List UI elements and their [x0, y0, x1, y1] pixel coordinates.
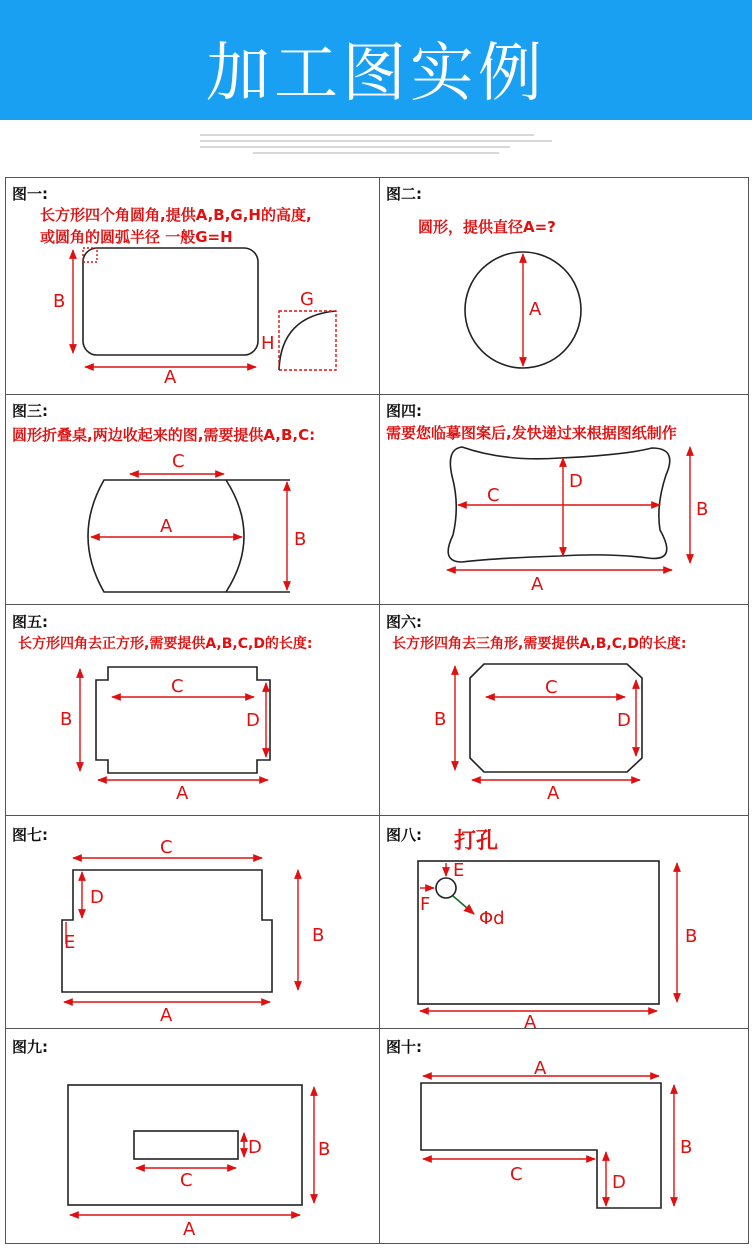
figure-2-desc: 圆形，提供直径A=? [418, 218, 556, 236]
fig4-dim-c: C [487, 485, 500, 506]
fig8-dim-a: A [524, 1012, 537, 1033]
figure-5-label: 图五: [12, 613, 48, 631]
fig7-dim-b: B [312, 925, 325, 946]
figure-4-label: 图四: [386, 402, 422, 420]
fig2-dim-a: A [529, 299, 542, 320]
figure-2-label: 图二: [386, 185, 422, 203]
fig9-dim-b: B [318, 1139, 331, 1160]
figure-4-desc: 需要您临摹图案后,发快递过来根据图纸制作 [386, 424, 677, 442]
fig1-dim-h: H [261, 333, 275, 354]
fig6-dim-a: A [547, 783, 560, 804]
fig7-dim-a: A [160, 1005, 173, 1026]
figure-9-label: 图九: [12, 1038, 48, 1056]
fig5-dim-c: C [171, 676, 184, 697]
fig5-dim-d: D [246, 710, 260, 731]
figure-5-desc: 长方形四角去正方形,需要提供A,B,C,D的长度: [18, 636, 313, 652]
fig3-dim-c: C [172, 451, 185, 472]
fig6-dim-c: C [545, 677, 558, 698]
figure-1-label: 图一: [12, 185, 48, 203]
fig8-hole [436, 878, 456, 898]
page-title: 加工图实例 [206, 37, 546, 111]
fig9-slot [134, 1131, 238, 1159]
fig8-title: 打孔 [454, 829, 499, 854]
fig8-dim-b: B [685, 926, 698, 947]
fig6-dim-d: D [617, 710, 631, 731]
fig8-dim-e: E [453, 860, 465, 881]
fig10-dim-c: C [510, 1164, 523, 1185]
fig9-dim-a: A [183, 1219, 196, 1240]
figure-6-label: 图六: [386, 613, 422, 631]
figure-6-desc: 长方形四角去三角形,需要提供A,B,C,D的长度: [392, 636, 687, 652]
figure-7-label: 图七: [12, 826, 48, 844]
fig10-dim-d: D [612, 1172, 626, 1193]
fig3-dim-b: B [294, 529, 307, 550]
fig5-dim-a: A [176, 783, 189, 804]
fig8-dim-f: F [420, 894, 431, 915]
fig1-rounded-rect [83, 248, 258, 355]
fig10-dim-a: A [534, 1058, 547, 1079]
fig1-dim-b: B [53, 291, 66, 312]
fig7-dim-d: D [90, 887, 104, 908]
fig9-dim-d: D [248, 1137, 262, 1158]
figure-1-desc-line1: 长方形四个角圆角,提供A,B,G,H的高度, [40, 206, 312, 224]
fig1-corner-arc [279, 311, 336, 370]
fig4-dim-b: B [696, 499, 709, 520]
fig1-dim-g: G [300, 289, 314, 310]
figure-1-desc-line2: 或圆角的圆弧半径 一般G=H [40, 228, 233, 246]
fig4-dim-a: A [531, 574, 544, 595]
fig10-dim-b: B [680, 1137, 693, 1158]
figure-10-label: 图十: [386, 1038, 422, 1056]
fig9-dim-c: C [180, 1170, 193, 1191]
fig8-dim-d: Φd [479, 908, 505, 929]
fig7-dim-e: E [64, 932, 76, 953]
fig7-dim-c: C [160, 837, 173, 858]
fig6-dim-b: B [434, 709, 447, 730]
fig1-dim-a: A [164, 367, 177, 388]
figure-3-label: 图三: [12, 402, 48, 420]
figure-8-label: 图八: [386, 826, 422, 844]
figure-3-desc: 圆形折叠桌,两边收起来的图,需要提供A,B,C: [12, 426, 316, 444]
fig3-dim-a: A [160, 516, 173, 537]
fig4-dim-d: D [569, 471, 583, 492]
fig5-dim-b: B [60, 709, 73, 730]
